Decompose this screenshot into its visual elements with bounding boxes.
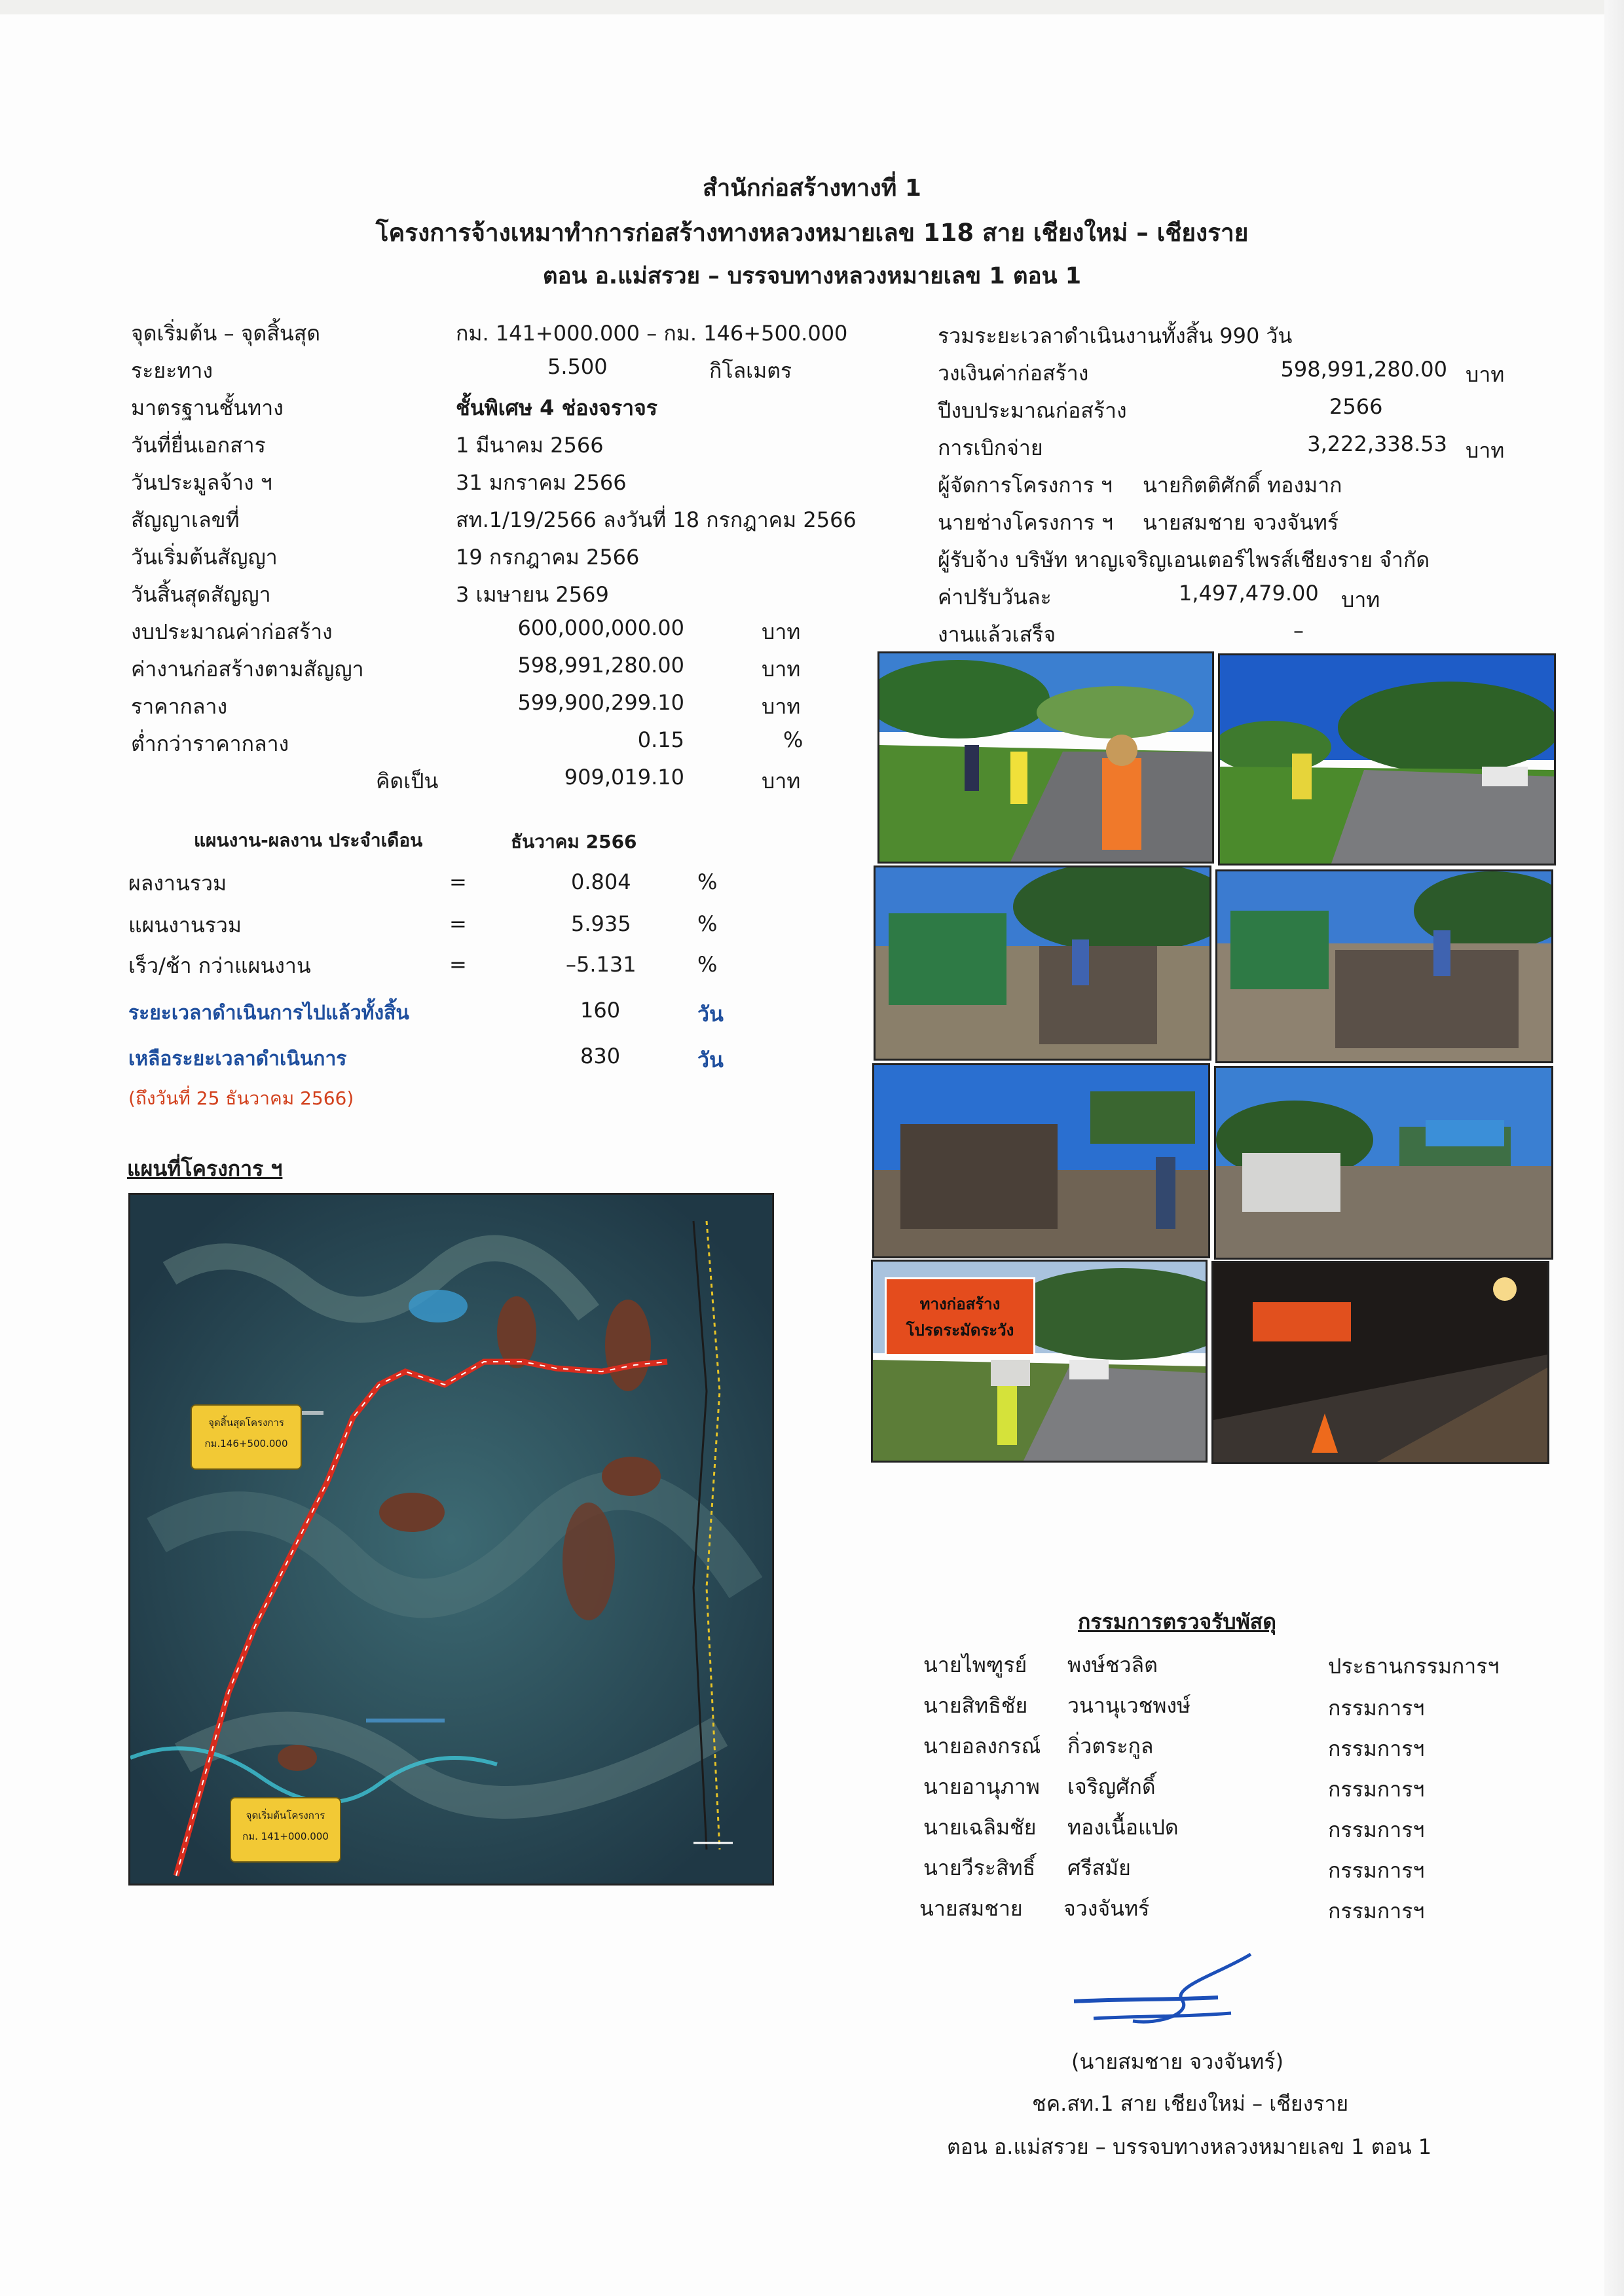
info-label: รวมระยะเวลาดำเนินงานทั้งสิ้น 990 วัน bbox=[938, 323, 1293, 348]
member-last-name: ทองเนื้อแปด bbox=[1067, 1815, 1179, 1840]
member-role: กรรมการฯ bbox=[1328, 1899, 1425, 1923]
member-role: ประธานกรรมการฯ bbox=[1328, 1654, 1500, 1679]
budget-unit: บาท bbox=[762, 619, 801, 644]
as-of-date: (ถึงวันที่ 25 ธันวาคม 2566) bbox=[128, 1087, 354, 1109]
progress-value: 5.935 bbox=[571, 911, 631, 936]
photo-graphic bbox=[1217, 871, 1551, 1061]
budget-label: ราคากลาง bbox=[131, 694, 228, 719]
site-photo-4 bbox=[1215, 869, 1553, 1063]
info-value: กม. 141+000.000 – กม. 146+500.000 bbox=[456, 321, 848, 346]
map-end-km: กม.146+500.000 bbox=[204, 1438, 288, 1449]
info-value: 1,497,479.00 bbox=[1179, 581, 1319, 606]
info-label: วันเริ่มต้นสัญญา bbox=[131, 545, 278, 570]
info-label: วันที่ยื่นเอกสาร bbox=[131, 433, 266, 458]
progress-label: แผนงานรวม bbox=[128, 913, 242, 938]
photo-graphic bbox=[876, 867, 1209, 1059]
progress-label: ผลงานรวม bbox=[128, 871, 227, 896]
site-photo-3 bbox=[874, 866, 1211, 1061]
budget-value: 599,900,299.10 bbox=[517, 690, 684, 715]
budget-label: ต่ำกว่าราคากลาง bbox=[131, 731, 289, 756]
info-label: จุดเริ่มต้น – จุดสิ้นสุด bbox=[131, 321, 320, 346]
budget-value: 909,019.10 bbox=[564, 765, 684, 790]
info-value: 31 มกราคม 2566 bbox=[456, 470, 627, 495]
budget-label: งบประมาณค่าก่อสร้าง bbox=[131, 619, 333, 644]
elapsed-unit: วัน bbox=[697, 1002, 724, 1027]
progress-value: –5.131 bbox=[566, 952, 637, 977]
remaining-unit: วัน bbox=[697, 1048, 724, 1072]
site-photo-6 bbox=[1214, 1066, 1553, 1260]
map-callout-start bbox=[230, 1797, 341, 1863]
signer-position-2: ตอน อ.แม่สรวย – บรรจบทางหลวงหมายเลข 1 ตอน 1 bbox=[947, 2134, 1432, 2159]
info-value: 5.500 bbox=[547, 354, 608, 379]
signature-graphic bbox=[1067, 1948, 1257, 2046]
member-first-name: นายวีระสิทธิ์ bbox=[923, 1855, 1036, 1880]
info-label: วันสิ้นสุดสัญญา bbox=[131, 582, 271, 607]
budget-value: 598,991,280.00 bbox=[517, 653, 684, 678]
handwritten-signature bbox=[1067, 1948, 1257, 2049]
scan-right-edge bbox=[1604, 0, 1624, 2296]
header-project: โครงการจ้างเหมาทำการก่อสร้างทางหลวงหมายเลข 118 สาย เชียงใหม่ – เชียงราย bbox=[375, 219, 1249, 247]
map-callout-end bbox=[191, 1404, 302, 1470]
site-photo-5 bbox=[872, 1063, 1210, 1258]
info-value: นายสมชาย จวงจันทร์ bbox=[1143, 510, 1339, 535]
scan-top-edge bbox=[0, 0, 1624, 14]
member-last-name: จวงจันทร์ bbox=[1063, 1896, 1150, 1921]
info-label: นายช่างโครงการ ฯ bbox=[938, 510, 1113, 535]
progress-title: แผนงาน-ผลงาน ประจำเดือน bbox=[194, 829, 423, 851]
sign-line-2: โปรดระมัดระวัง bbox=[906, 1321, 1014, 1339]
member-first-name: นายอลงกรณ์ bbox=[923, 1734, 1041, 1758]
info-label: ปีงบประมาณก่อสร้าง bbox=[938, 398, 1127, 423]
member-role: กรรมการฯ bbox=[1328, 1736, 1425, 1761]
sign-line-1: ทางก่อสร้าง bbox=[919, 1295, 1001, 1313]
map-title: แผนที่โครงการ ฯ bbox=[127, 1156, 283, 1181]
site-photo-2 bbox=[1218, 653, 1556, 866]
member-last-name: ศรีสมัย bbox=[1067, 1855, 1131, 1880]
info-label: ระยะทาง bbox=[131, 358, 213, 383]
info-label: วันประมูลจ้าง ฯ bbox=[131, 470, 272, 495]
member-first-name: นายไพฑูรย์ bbox=[923, 1652, 1027, 1677]
elapsed-value: 160 bbox=[580, 998, 621, 1023]
member-last-name: กิ่วตระกูล bbox=[1067, 1734, 1154, 1758]
info-value: นายกิตติศักดิ์ ทองมาก bbox=[1143, 473, 1342, 498]
signer-position-1: ชค.สท.1 สาย เชียงใหม่ – เชียงราย bbox=[1032, 2091, 1349, 2116]
info-label: ผู้จัดการโครงการ ฯ bbox=[938, 473, 1113, 498]
map-end-label: จุดสิ้นสุดโครงการ bbox=[208, 1417, 284, 1429]
member-first-name: นายเฉลิมชัย bbox=[923, 1815, 1037, 1840]
budget-unit: บาท bbox=[762, 769, 801, 793]
member-last-name: เจริญศักดิ์ bbox=[1067, 1774, 1156, 1799]
info-label: สัญญาเลขที่ bbox=[131, 507, 240, 532]
project-map bbox=[128, 1193, 774, 1886]
progress-unit: % bbox=[697, 911, 718, 936]
member-role: กรรมการฯ bbox=[1328, 1696, 1425, 1721]
info-label: ผู้รับจ้าง บริษัท หาญเจริญเอนเตอร์ไพรส์เชียงราย จำกัด bbox=[938, 547, 1430, 572]
budget-label: คิดเป็น bbox=[376, 769, 439, 793]
info-unit: บาท bbox=[1341, 587, 1380, 612]
photo-graphic bbox=[874, 1065, 1208, 1256]
progress-label: เร็ว/ช้า กว่าแผนงาน bbox=[128, 953, 311, 978]
progress-eq: = bbox=[449, 869, 467, 894]
member-first-name: นายสิทธิชัย bbox=[923, 1693, 1028, 1718]
info-label: การเบิกจ่าย bbox=[938, 435, 1043, 460]
progress-unit: % bbox=[697, 869, 718, 894]
member-first-name: นายอานุภาพ bbox=[923, 1774, 1040, 1799]
progress-month: ธันวาคม 2566 bbox=[511, 831, 637, 852]
budget-unit: บาท bbox=[762, 657, 801, 682]
progress-eq: = bbox=[449, 952, 467, 977]
map-start-km: กม. 141+000.000 bbox=[242, 1831, 329, 1842]
budget-unit: % bbox=[783, 727, 803, 752]
member-role: กรรมการฯ bbox=[1328, 1777, 1425, 1802]
info-label: งานแล้วเสร็จ bbox=[938, 622, 1056, 647]
map-graphic bbox=[130, 1195, 772, 1884]
progress-value: 0.804 bbox=[571, 869, 631, 894]
info-value: สท.1/19/2566 ลงวันที่ 18 กรกฎาคม 2566 bbox=[456, 507, 857, 532]
elapsed-label: ระยะเวลาดำเนินการไปแล้วทั้งสิ้น bbox=[128, 1002, 409, 1025]
info-value: 19 กรกฎาคม 2566 bbox=[456, 545, 640, 570]
progress-eq: = bbox=[449, 911, 467, 936]
photo-graphic bbox=[879, 653, 1212, 862]
info-value: 1 มีนาคม 2566 bbox=[456, 433, 604, 458]
info-value: ชั้นพิเศษ 4 ช่องจราจร bbox=[456, 395, 657, 420]
site-photo-7 bbox=[871, 1260, 1208, 1463]
info-label: มาตรฐานชั้นทาง bbox=[131, 395, 284, 420]
info-value: 598,991,280.00 bbox=[1280, 357, 1447, 382]
info-value: – bbox=[1293, 618, 1304, 643]
member-first-name: นายสมชาย bbox=[919, 1896, 1023, 1921]
photo-graphic bbox=[1220, 655, 1554, 864]
info-unit: กิโลเมตร bbox=[709, 358, 792, 383]
budget-label: ค่างานก่อสร้างตามสัญญา bbox=[131, 657, 364, 682]
member-last-name: วนานุเวชพงษ์ bbox=[1067, 1693, 1191, 1718]
photo-graphic bbox=[1216, 1068, 1551, 1258]
header-office: สำนักก่อสร้างทางที่ 1 bbox=[703, 175, 921, 202]
budget-value: 600,000,000.00 bbox=[517, 615, 684, 640]
construction-warning-sign bbox=[885, 1277, 1035, 1356]
signer-name: (นายสมชาย จวงจันทร์) bbox=[1071, 2049, 1284, 2074]
header-section: ตอน อ.แม่สรวย – บรรจบทางหลวงหมายเลข 1 ตอน 1 bbox=[542, 263, 1082, 289]
budget-unit: บาท bbox=[762, 694, 801, 719]
remaining-label: เหลือระยะเวลาดำเนินการ bbox=[128, 1048, 347, 1070]
info-label: ค่าปรับวันละ bbox=[938, 585, 1052, 610]
site-photo-1 bbox=[877, 651, 1214, 864]
photo-graphic bbox=[1213, 1263, 1547, 1462]
member-role: กรรมการฯ bbox=[1328, 1817, 1425, 1842]
member-last-name: พงษ์ชวลิต bbox=[1067, 1652, 1158, 1677]
info-value: 3 เมษายน 2569 bbox=[456, 582, 609, 607]
info-unit: บาท bbox=[1466, 362, 1505, 387]
info-value: 3,222,338.53 bbox=[1307, 431, 1447, 456]
site-photo-8 bbox=[1211, 1261, 1549, 1464]
budget-value: 0.15 bbox=[637, 727, 684, 752]
info-unit: บาท bbox=[1466, 438, 1505, 463]
info-label: วงเงินค่าก่อสร้าง bbox=[938, 361, 1089, 386]
map-start-label: จุดเริ่มต้นโครงการ bbox=[246, 1810, 325, 1821]
info-value: 2566 bbox=[1329, 394, 1383, 419]
remaining-value: 830 bbox=[580, 1044, 621, 1068]
committee-title: กรรมการตรวจรับพัสดุ bbox=[1078, 1609, 1276, 1634]
progress-unit: % bbox=[697, 952, 718, 977]
member-role: กรรมการฯ bbox=[1328, 1858, 1425, 1883]
